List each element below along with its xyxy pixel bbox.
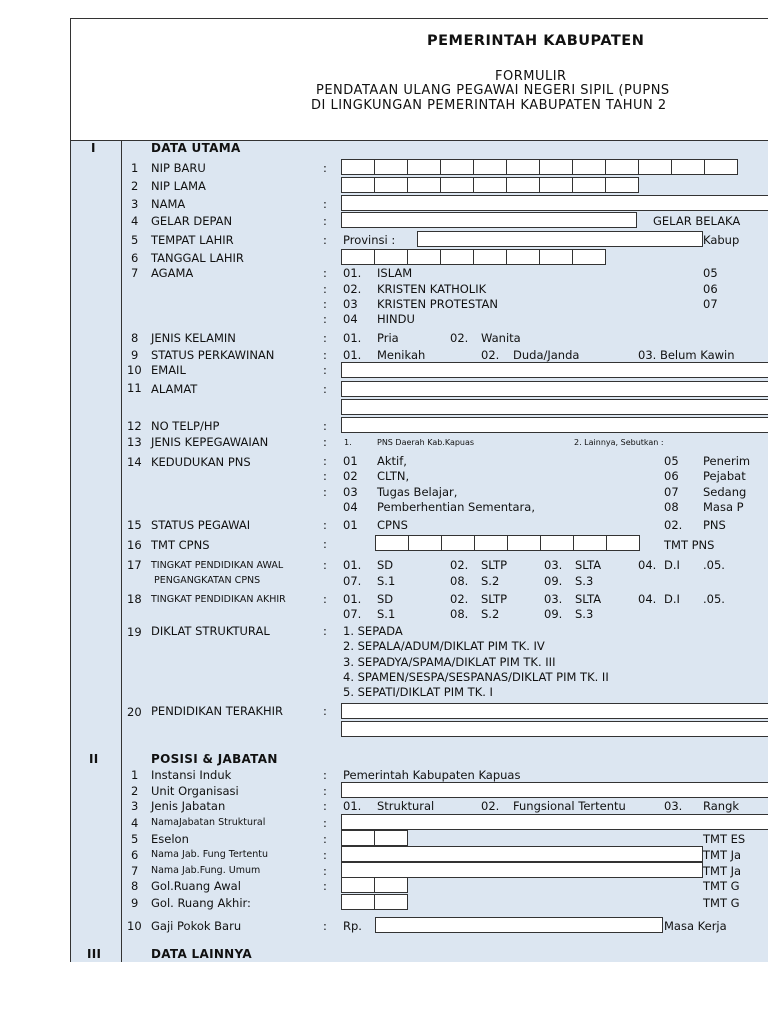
field-label: ALAMAT bbox=[151, 382, 198, 396]
option-sd[interactable]: SD bbox=[377, 558, 394, 572]
option-number: 02. bbox=[664, 518, 683, 532]
field-label: Gol. Ruang Akhir: bbox=[151, 896, 251, 910]
option-number: 03. bbox=[664, 799, 683, 813]
option-number: 01. bbox=[343, 266, 362, 280]
gol-ruang-awal-input[interactable] bbox=[341, 877, 407, 893]
section-number: III bbox=[87, 947, 102, 961]
colon: : bbox=[323, 312, 327, 326]
tanggal-lahir-input[interactable] bbox=[341, 249, 605, 265]
option-s2[interactable]: S.2 bbox=[481, 574, 500, 588]
row-number: 2 bbox=[131, 179, 139, 193]
form-sheet bbox=[70, 18, 768, 962]
nip-baru-input[interactable] bbox=[341, 159, 737, 175]
row-number: 12 bbox=[127, 419, 142, 433]
option-number: 04 bbox=[343, 312, 358, 326]
field-label: Eselon bbox=[151, 832, 189, 846]
option-number: 07. bbox=[343, 574, 362, 588]
option-wanita[interactable]: Wanita bbox=[481, 331, 521, 345]
row-number: 13 bbox=[127, 435, 142, 449]
option-number: .05. bbox=[703, 592, 725, 606]
option-sd[interactable]: SD bbox=[377, 592, 394, 606]
option-number: 02. bbox=[450, 331, 469, 345]
instansi-induk-value: Pemerintah Kabupaten Kapuas bbox=[343, 768, 521, 782]
row-number: 11 bbox=[127, 381, 142, 395]
gelar-belakang-label: GELAR BELAKA bbox=[653, 214, 741, 228]
gelar-depan-input[interactable] bbox=[341, 212, 637, 228]
row-number: 18 bbox=[127, 592, 142, 606]
row-number: 4 bbox=[131, 214, 139, 228]
field-label: Nama Jab.Fung. Umum bbox=[151, 865, 261, 876]
option-cpns[interactable]: CPNS bbox=[377, 518, 408, 532]
form-subtitle-1: PENDATAAN ULANG PEGAWAI NEGERI SIPIL (PUPNS bbox=[316, 83, 670, 98]
option-number: 02. bbox=[450, 592, 469, 606]
jab-fung-tertentu-input[interactable] bbox=[341, 846, 703, 862]
jabatan-struktural-input[interactable] bbox=[341, 814, 768, 830]
option-s1[interactable]: S.1 bbox=[377, 607, 396, 621]
colon: : bbox=[323, 454, 327, 468]
row-number: 14 bbox=[127, 455, 142, 469]
field-label: PENDIDIKAN TERAKHIR bbox=[151, 704, 284, 718]
colon: : bbox=[323, 879, 327, 893]
option-sltp[interactable]: SLTP bbox=[481, 592, 508, 606]
row-number: 20 bbox=[127, 705, 142, 719]
option-number: 01. bbox=[343, 558, 362, 572]
row-number: 15 bbox=[127, 518, 142, 532]
eselon-input[interactable] bbox=[341, 830, 407, 846]
row-number: 4 bbox=[131, 816, 139, 830]
field-label: DIKLAT STRUKTURAL bbox=[151, 624, 270, 638]
option-number: 03. bbox=[544, 558, 563, 572]
option-s1[interactable]: S.1 bbox=[377, 574, 396, 588]
jab-fung-umum-input[interactable] bbox=[341, 862, 703, 878]
field-label: Instansi Induk bbox=[151, 768, 232, 782]
row-number: 19 bbox=[127, 625, 142, 639]
option-sltp[interactable]: SLTP bbox=[481, 558, 508, 572]
pendidikan-terakhir-input-1[interactable] bbox=[341, 703, 768, 719]
kabupaten-label: Kabup bbox=[703, 233, 740, 247]
section-number: I bbox=[91, 141, 96, 155]
provinsi-input[interactable] bbox=[417, 231, 703, 247]
colon: : bbox=[323, 161, 327, 175]
nip-lama-input[interactable] bbox=[341, 177, 638, 193]
tmt-pns-label: TMT PNS bbox=[664, 538, 715, 552]
field-label: STATUS PERKAWINAN bbox=[151, 348, 275, 362]
option-number: 08. bbox=[450, 574, 469, 588]
option-number: 04 bbox=[343, 500, 358, 514]
colon: : bbox=[323, 832, 327, 846]
option-number: 08. bbox=[450, 607, 469, 621]
option-masa[interactable]: Masa P bbox=[703, 500, 744, 514]
option-number: 07. bbox=[343, 607, 362, 621]
option-number: 05 bbox=[703, 266, 718, 280]
field-label: JENIS KELAMIN bbox=[151, 331, 236, 345]
section-title: DATA LAINNYA bbox=[151, 947, 252, 961]
colon: : bbox=[323, 704, 327, 718]
option-number: 03 bbox=[343, 485, 358, 499]
field-label: KEDUDUKAN PNS bbox=[151, 455, 251, 469]
row-number: 6 bbox=[131, 251, 139, 265]
option-number: 07 bbox=[664, 485, 679, 499]
option-cltn[interactable]: CLTN, bbox=[377, 469, 410, 483]
field-label: Jenis Jabatan bbox=[151, 799, 226, 813]
option-number: 08 bbox=[664, 500, 679, 514]
gaji-pokok-input[interactable] bbox=[375, 917, 663, 933]
form-label: FORMULIR bbox=[495, 69, 567, 84]
field-label: Unit Organisasi bbox=[151, 784, 239, 798]
unit-organisasi-input[interactable] bbox=[341, 782, 768, 798]
field-label: TINGKAT PENDIDIKAN AKHIR bbox=[151, 594, 286, 605]
option-sepati[interactable]: 5. SEPATI/DIKLAT PIM TK. I bbox=[343, 685, 493, 699]
row-number: 1 bbox=[131, 161, 139, 175]
option-pns[interactable]: PNS bbox=[703, 518, 726, 532]
colon: : bbox=[323, 799, 327, 813]
tmt-golongan-label: TMT G bbox=[703, 879, 740, 893]
field-label: NIP LAMA bbox=[151, 179, 206, 193]
colon: : bbox=[323, 266, 327, 280]
option-number: 03 bbox=[343, 297, 358, 311]
row-number: 9 bbox=[131, 896, 139, 910]
option-aktif[interactable]: Aktif, bbox=[377, 454, 407, 468]
nama-input[interactable] bbox=[341, 195, 768, 211]
field-label: GELAR DEPAN bbox=[151, 214, 233, 228]
rp-label: Rp. bbox=[343, 919, 362, 933]
option-number: 06 bbox=[703, 282, 718, 296]
tmt-jabatan-label: TMT Ja bbox=[703, 864, 742, 878]
option-spamen[interactable]: 4. SPAMEN/SESPA/SESPANAS/DIKLAT PIM TK. II bbox=[343, 670, 609, 684]
option-d1[interactable]: D.I bbox=[664, 592, 680, 606]
pendidikan-terakhir-input-2[interactable] bbox=[341, 721, 768, 737]
field-label: Nama Jab. Fung Tertentu bbox=[151, 849, 269, 860]
field-label: TMT CPNS bbox=[151, 538, 210, 552]
colon: : bbox=[323, 469, 327, 483]
form-subtitle-2: DI LINGKUNGAN PEMERINTAH KABUPATEN TAHUN 2 bbox=[311, 98, 667, 113]
field-label-sub: PENGANGKATAN CPNS bbox=[154, 575, 261, 586]
colon: : bbox=[323, 919, 327, 933]
form-title: PEMERINTAH KABUPATEN bbox=[427, 33, 645, 49]
alamat-input-2[interactable] bbox=[341, 399, 768, 415]
tmt-jabatan-label: TMT Ja bbox=[703, 848, 742, 862]
colon: : bbox=[323, 214, 327, 228]
field-label: JENIS KEPEGAWAIAN bbox=[151, 435, 269, 449]
colon: : bbox=[323, 864, 327, 878]
row-number: 1 bbox=[131, 768, 139, 782]
colon: : bbox=[323, 537, 327, 551]
option-kristen-protestan[interactable]: KRISTEN PROTESTAN bbox=[377, 297, 498, 311]
row-number: 3 bbox=[131, 197, 139, 211]
option-number: 02. bbox=[343, 282, 362, 296]
row-number: 6 bbox=[131, 848, 139, 862]
option-s3[interactable]: S.3 bbox=[575, 607, 594, 621]
option-s3[interactable]: S.3 bbox=[575, 574, 594, 588]
section-title: POSISI & JABATAN bbox=[151, 752, 278, 766]
option-number: .05. bbox=[703, 558, 725, 572]
colon: : bbox=[323, 848, 327, 862]
option-islam[interactable]: ISLAM bbox=[377, 266, 413, 280]
row-number: 10 bbox=[127, 363, 142, 377]
field-label: NamaJabatan Struktural bbox=[151, 817, 266, 828]
field-label: Gol.Ruang Awal bbox=[151, 879, 241, 893]
colon: : bbox=[323, 382, 327, 396]
field-label: NO TELP/HP bbox=[151, 419, 220, 433]
option-tugas-belajar[interactable]: Tugas Belajar, bbox=[377, 485, 458, 499]
option-number: 05 bbox=[664, 454, 679, 468]
option-number: 01. bbox=[343, 348, 362, 362]
option-lainnya[interactable]: 2. Lainnya, Sebutkan : bbox=[574, 438, 664, 447]
colon: : bbox=[323, 768, 327, 782]
tmt-golongan-label: TMT G bbox=[703, 896, 740, 910]
colon: : bbox=[323, 518, 327, 532]
option-belum-kawin[interactable]: 03. Belum Kawin bbox=[638, 348, 735, 362]
row-number: 17 bbox=[127, 558, 142, 572]
colon: : bbox=[323, 331, 327, 345]
colon: : bbox=[323, 784, 327, 798]
colon: : bbox=[323, 348, 327, 362]
option-number: 01. bbox=[343, 331, 362, 345]
colon: : bbox=[323, 363, 327, 377]
colon: : bbox=[323, 624, 327, 638]
option-number: 07 bbox=[703, 297, 718, 311]
option-number: 06 bbox=[664, 469, 679, 483]
row-number: 10 bbox=[127, 919, 142, 933]
row-number: 3 bbox=[131, 799, 139, 813]
option-number: 02. bbox=[450, 558, 469, 572]
field-label: NIP BARU bbox=[151, 161, 206, 175]
option-number: 01 bbox=[343, 454, 358, 468]
alamat-input-1[interactable] bbox=[341, 381, 768, 397]
option-pejabat[interactable]: Pejabat bbox=[703, 469, 746, 483]
option-pemberhentian[interactable]: Pemberhentian Sementara, bbox=[377, 500, 535, 514]
tmt-cpns-input[interactable] bbox=[375, 535, 639, 551]
option-number: 01. bbox=[343, 799, 362, 813]
field-label: Gaji Pokok Baru bbox=[151, 919, 242, 933]
colon: : bbox=[323, 435, 327, 449]
option-sedang[interactable]: Sedang bbox=[703, 485, 747, 499]
row-number: 8 bbox=[131, 331, 139, 345]
option-hindu[interactable]: HINDU bbox=[377, 312, 415, 326]
option-d1[interactable]: D.I bbox=[664, 558, 680, 572]
colon: : bbox=[323, 233, 327, 247]
colon: : bbox=[323, 558, 327, 572]
telp-input[interactable] bbox=[341, 417, 768, 433]
option-number: 09. bbox=[544, 574, 563, 588]
gol-ruang-akhir-input[interactable] bbox=[341, 894, 407, 910]
row-number: 7 bbox=[131, 864, 139, 878]
option-struktural[interactable]: Struktural bbox=[377, 799, 435, 813]
tmt-eselon-label: TMT ES bbox=[703, 832, 746, 846]
option-fungsional-tertentu[interactable]: Fungsional Tertentu bbox=[513, 799, 626, 813]
option-number: 01. bbox=[343, 592, 362, 606]
field-label: STATUS PEGAWAI bbox=[151, 518, 251, 532]
row-number: 5 bbox=[131, 832, 139, 846]
row-number: 16 bbox=[127, 538, 142, 552]
row-number: 9 bbox=[131, 348, 139, 362]
row-number: 7 bbox=[131, 266, 139, 280]
option-s2[interactable]: S.2 bbox=[481, 607, 500, 621]
option-rangkap[interactable]: Rangk bbox=[703, 799, 740, 813]
field-label: TEMPAT LAHIR bbox=[151, 233, 234, 247]
option-sepala[interactable]: 2. SEPALA/ADUM/DIKLAT PIM TK. IV bbox=[343, 639, 545, 653]
colon: : bbox=[323, 197, 327, 211]
option-number: 02. bbox=[481, 348, 500, 362]
option-sepadya[interactable]: 3. SEPADYA/SPAMA/DIKLAT PIM TK. III bbox=[343, 655, 556, 669]
field-label: TANGGAL LAHIR bbox=[151, 251, 244, 265]
option-number: 03. bbox=[544, 592, 563, 606]
colon: : bbox=[323, 297, 327, 311]
row-number: 2 bbox=[131, 784, 139, 798]
option-pria[interactable]: Pria bbox=[377, 331, 399, 345]
colon: : bbox=[323, 419, 327, 433]
field-label: NAMA bbox=[151, 197, 186, 211]
option-duda-janda[interactable]: Duda/Janda bbox=[513, 348, 580, 362]
option-number: 02 bbox=[343, 469, 358, 483]
option-number: 01 bbox=[343, 518, 358, 532]
column-divider bbox=[121, 141, 122, 962]
colon: : bbox=[323, 592, 327, 606]
option-menikah[interactable]: Menikah bbox=[377, 348, 426, 362]
option-slta[interactable]: SLTA bbox=[575, 558, 602, 572]
section-title: DATA UTAMA bbox=[151, 141, 241, 155]
email-input[interactable] bbox=[341, 362, 768, 378]
provinsi-label: Provinsi : bbox=[343, 233, 396, 247]
masa-kerja-label: Masa Kerja bbox=[664, 919, 727, 933]
colon: : bbox=[323, 485, 327, 499]
option-number: 04. bbox=[638, 558, 657, 572]
option-pns-daerah[interactable]: PNS Daerah Kab.Kapuas bbox=[377, 438, 475, 447]
section-number: II bbox=[89, 752, 99, 766]
row-number: 5 bbox=[131, 233, 139, 247]
form-header bbox=[71, 19, 768, 141]
option-kristen-katholik[interactable]: KRISTEN KATHOLIK bbox=[377, 282, 487, 296]
option-penerima[interactable]: Penerim bbox=[703, 454, 751, 468]
option-number: 04. bbox=[638, 592, 657, 606]
option-sepada[interactable]: 1. SEPADA bbox=[343, 624, 403, 638]
option-slta[interactable]: SLTA bbox=[575, 592, 602, 606]
row-number: 8 bbox=[131, 879, 139, 893]
option-number: 02. bbox=[481, 799, 500, 813]
colon: : bbox=[323, 282, 327, 296]
field-label: TINGKAT PENDIDIKAN AWAL bbox=[151, 560, 284, 571]
field-label: AGAMA bbox=[151, 266, 194, 280]
option-number: 1. bbox=[344, 438, 352, 447]
option-number: 09. bbox=[544, 607, 563, 621]
colon: : bbox=[323, 816, 327, 830]
field-label: EMAIL bbox=[151, 363, 186, 377]
